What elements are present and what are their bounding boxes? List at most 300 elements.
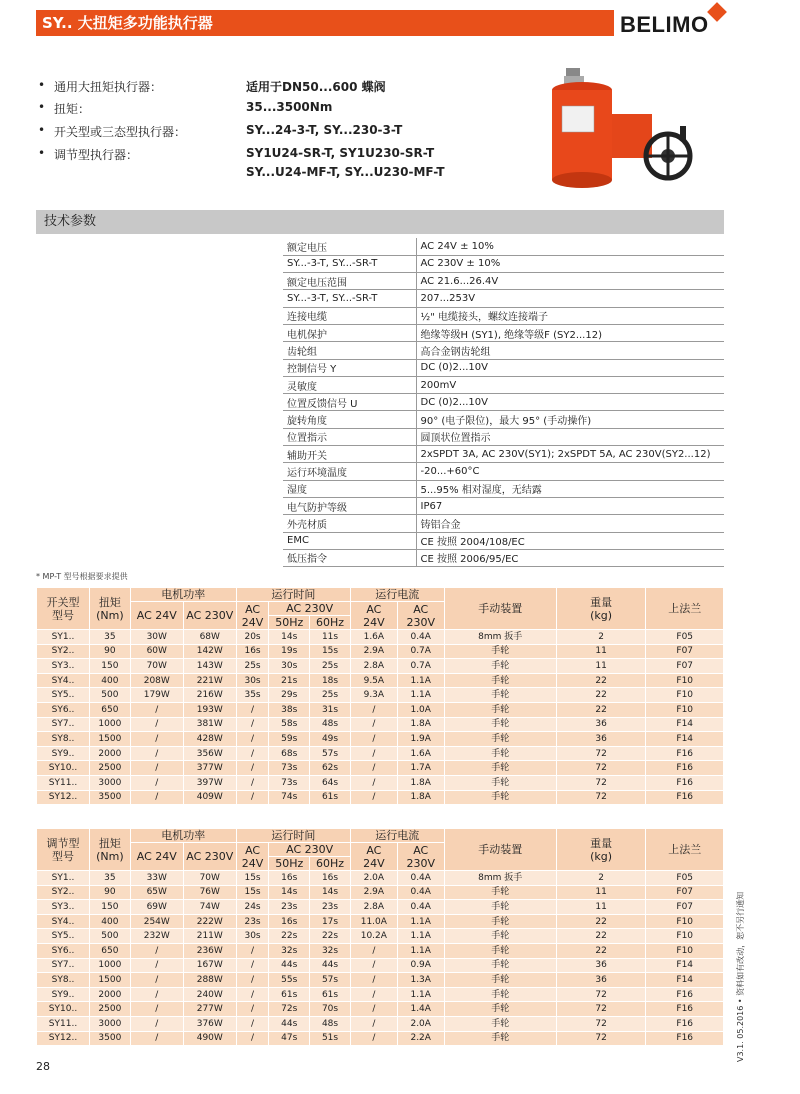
table-cell: 150: [90, 900, 131, 915]
table-cell: 1.1A: [397, 929, 444, 944]
v24-label: 24V: [363, 856, 385, 870]
table-cell: /: [130, 761, 183, 776]
table-cell: 0.4A: [397, 900, 444, 915]
table-cell: 277W: [183, 1002, 236, 1017]
table-cell: 61s: [310, 987, 351, 1002]
table-cell: 19s: [269, 644, 310, 659]
feature-value: 35...3500Nm: [246, 100, 333, 114]
table-cell: 手轮: [444, 914, 556, 929]
table-cell: 2.9A: [350, 885, 397, 900]
ac-label: AC: [366, 602, 382, 616]
table-cell: 58s: [269, 717, 310, 732]
table-cell: 61s: [310, 790, 351, 805]
table-cell: SY1..: [37, 871, 90, 886]
table-cell: F14: [646, 958, 724, 973]
table-cell: 44s: [310, 958, 351, 973]
table-cell: 0.7A: [397, 644, 444, 659]
table-cell: 8mm 扳手: [444, 871, 556, 886]
table-cell: 1.6A: [350, 630, 397, 645]
spec-key: 灵敏度: [283, 376, 416, 393]
table-cell: 22: [556, 673, 646, 688]
table-cell: 57s: [310, 973, 351, 988]
table-cell: F16: [646, 987, 724, 1002]
table-cell: 手轮: [444, 900, 556, 915]
on-off-model-table: [36, 587, 724, 805]
power-ac24-header: AC 24V: [130, 843, 183, 871]
run-current-header: 运行电流: [350, 588, 444, 602]
spec-key: 低压指令: [283, 549, 416, 566]
table-cell: /: [236, 702, 269, 717]
spec-value: 绝缘等级H (SY1), 绝缘等级F (SY2...12): [416, 324, 724, 341]
table-cell: /: [130, 958, 183, 973]
table-cell: SY5..: [37, 688, 90, 703]
table-cell: /: [130, 943, 183, 958]
table-cell: 0.9A: [397, 958, 444, 973]
table-cell: 650: [90, 943, 131, 958]
spec-value: CE 按照 2004/108/EC: [416, 532, 724, 549]
table-cell: 22: [556, 688, 646, 703]
table-row: [37, 958, 724, 973]
manual-header: 手动装置: [444, 588, 556, 630]
table-cell: 381W: [183, 717, 236, 732]
spec-value: AC 24V ± 10%: [416, 238, 724, 255]
section-header: [36, 210, 724, 234]
run-time-header: 运行时间: [236, 588, 350, 602]
table-cell: 409W: [183, 790, 236, 805]
table-cell: 1.9A: [397, 732, 444, 747]
table-cell: 2.9A: [350, 644, 397, 659]
table-row: [37, 717, 724, 732]
table-cell: 16s: [236, 644, 269, 659]
table-cell: SY10..: [37, 761, 90, 776]
table-cell: 428W: [183, 732, 236, 747]
table-cell: 2000: [90, 987, 131, 1002]
time-ac24-header: [236, 843, 269, 871]
spec-key: 运行环境温度: [283, 463, 416, 480]
table-cell: 167W: [183, 958, 236, 973]
section-title: 技术参数: [44, 214, 97, 229]
table-cell: F05: [646, 871, 724, 886]
table-cell: /: [236, 746, 269, 761]
table-cell: 36: [556, 958, 646, 973]
table-cell: /: [350, 702, 397, 717]
spec-value: IP67: [416, 497, 724, 514]
logo-mark-icon: [707, 2, 727, 22]
current-ac24-header: [350, 602, 397, 630]
flange-header: 上法兰: [646, 829, 724, 871]
table-row: [37, 644, 724, 659]
table-cell: /: [350, 943, 397, 958]
table-cell: 手轮: [444, 790, 556, 805]
power-ac230-header: AC 230V: [183, 843, 236, 871]
table-cell: /: [350, 761, 397, 776]
table-cell: SY6..: [37, 702, 90, 717]
footnote: * MP-T 型号根据要求提供: [36, 572, 128, 581]
table-cell: 288W: [183, 973, 236, 988]
table-cell: 11: [556, 644, 646, 659]
table-cell: 手轮: [444, 885, 556, 900]
table-cell: 1500: [90, 973, 131, 988]
table-cell: F16: [646, 1016, 724, 1031]
table-cell: 3000: [90, 775, 131, 790]
table-cell: /: [130, 775, 183, 790]
table-cell: 17s: [310, 914, 351, 929]
table-cell: 手轮: [444, 673, 556, 688]
table-cell: /: [236, 987, 269, 1002]
actuator-product-image: [540, 66, 700, 198]
feature-label: 调节型执行器：: [54, 148, 139, 162]
table-cell: /: [236, 943, 269, 958]
spec-value: 高合金钢齿轮组: [416, 342, 724, 359]
spec-key: SY...-3-T, SY...-SR-T: [283, 290, 416, 307]
table-cell: 356W: [183, 746, 236, 761]
table-cell: 1500: [90, 732, 131, 747]
current-ac230-header: [397, 843, 444, 871]
table-cell: 手轮: [444, 973, 556, 988]
spec-row: [283, 307, 724, 324]
table-cell: 23s: [269, 900, 310, 915]
feature-value: SY1U24-SR-T, SY1U230-SR-T: [246, 146, 435, 160]
table-cell: F07: [646, 659, 724, 674]
table-cell: 2: [556, 871, 646, 886]
table-cell: 232W: [130, 929, 183, 944]
table-cell: 手轮: [444, 761, 556, 776]
table-cell: 35: [90, 630, 131, 645]
table-cell: 手轮: [444, 1016, 556, 1031]
spec-key: 齿轮组: [283, 342, 416, 359]
spec-value: 200mV: [416, 376, 724, 393]
table-cell: /: [350, 790, 397, 805]
table-cell: 1.1A: [397, 943, 444, 958]
table-cell: 2000: [90, 746, 131, 761]
table-cell: F10: [646, 943, 724, 958]
table-cell: /: [236, 775, 269, 790]
table-cell: /: [236, 1002, 269, 1017]
table-cell: 377W: [183, 761, 236, 776]
table-cell: F16: [646, 761, 724, 776]
spec-value: -20...+60°C: [416, 463, 724, 480]
hz50-header: 50Hz: [269, 857, 310, 871]
table-cell: /: [350, 775, 397, 790]
table-cell: /: [130, 987, 183, 1002]
table-cell: 36: [556, 973, 646, 988]
table-cell: 72: [556, 790, 646, 805]
table-cell: 1.3A: [397, 973, 444, 988]
spec-key: 电气防护等级: [283, 497, 416, 514]
table-cell: 手轮: [444, 929, 556, 944]
table-cell: /: [236, 761, 269, 776]
table-cell: SY4..: [37, 914, 90, 929]
spec-key: EMC: [283, 532, 416, 549]
table-cell: 143W: [183, 659, 236, 674]
table-cell: 手轮: [444, 702, 556, 717]
table-cell: 手轮: [444, 943, 556, 958]
table-cell: /: [130, 790, 183, 805]
table-cell: 72: [556, 746, 646, 761]
table-cell: 30s: [236, 673, 269, 688]
table-cell: /: [350, 1016, 397, 1031]
v24-label: 24V: [241, 856, 264, 870]
v24-label: 24V: [363, 615, 385, 629]
table-cell: 35s: [236, 688, 269, 703]
spec-row: [283, 255, 724, 272]
spec-key: 额定电压范围: [283, 273, 416, 290]
table-cell: F10: [646, 929, 724, 944]
table-cell: /: [130, 1002, 183, 1017]
table-cell: 55s: [269, 973, 310, 988]
table-cell: 22: [556, 943, 646, 958]
spec-table: [283, 238, 724, 567]
table-cell: 手轮: [444, 644, 556, 659]
modulating-model-table: [36, 828, 724, 1046]
table-cell: 74W: [183, 900, 236, 915]
table-cell: 1.8A: [397, 775, 444, 790]
table-cell: 1.1A: [397, 688, 444, 703]
table-cell: 68W: [183, 630, 236, 645]
table-cell: 手轮: [444, 1031, 556, 1046]
table-cell: 20s: [236, 630, 269, 645]
spec-value: 5...95% 相对湿度，无结露: [416, 480, 724, 497]
hz60-header: 60Hz: [310, 616, 351, 630]
table-cell: 1.7A: [397, 761, 444, 776]
spec-key: 湿度: [283, 480, 416, 497]
run-current-header: 运行电流: [350, 829, 444, 843]
table-row: [37, 973, 724, 988]
table-cell: 72: [556, 775, 646, 790]
table-cell: 33W: [130, 871, 183, 886]
table-cell: F05: [646, 630, 724, 645]
table-cell: 211W: [183, 929, 236, 944]
feature-label: 通用大扭矩执行器：: [54, 80, 163, 94]
table-cell: F10: [646, 673, 724, 688]
table-row: [37, 673, 724, 688]
table-cell: 44s: [269, 958, 310, 973]
table-row: [37, 659, 724, 674]
table-cell: 23s: [310, 900, 351, 915]
table-cell: 14s: [269, 630, 310, 645]
table-cell: 手轮: [444, 1002, 556, 1017]
table-cell: 14s: [269, 885, 310, 900]
table-cell: /: [350, 958, 397, 973]
table-cell: 22: [556, 702, 646, 717]
table-cell: /: [350, 987, 397, 1002]
table-cell: 32s: [269, 943, 310, 958]
table-row: [37, 914, 724, 929]
table-row: [37, 1002, 724, 1017]
spec-row: [283, 497, 724, 514]
spec-key: 外壳材质: [283, 515, 416, 532]
time-ac24-header: [236, 602, 269, 630]
table-cell: SY2..: [37, 644, 90, 659]
table-cell: 73s: [269, 775, 310, 790]
table-cell: 1.8A: [397, 717, 444, 732]
table-cell: SY3..: [37, 659, 90, 674]
brand-logo: [614, 5, 724, 39]
ac-label: AC: [245, 602, 261, 616]
table-cell: 手轮: [444, 717, 556, 732]
table-cell: 25s: [310, 688, 351, 703]
spec-value: ½" 电缆接头，螺纹连接端子: [416, 307, 724, 324]
table-cell: /: [236, 717, 269, 732]
table-cell: 61s: [269, 987, 310, 1002]
spec-row: [283, 238, 724, 255]
table-row: [37, 732, 724, 747]
table-cell: 1.1A: [397, 987, 444, 1002]
table-cell: 30s: [269, 659, 310, 674]
table-cell: /: [236, 732, 269, 747]
v230-label: 230V: [406, 615, 435, 629]
spec-row: [283, 376, 724, 393]
table-cell: 208W: [130, 673, 183, 688]
version-note: V3.1. 05.2016 • 资料如有改动，恕不另行通知: [736, 891, 745, 1062]
table-cell: 142W: [183, 644, 236, 659]
table-cell: 1000: [90, 958, 131, 973]
table-cell: F07: [646, 900, 724, 915]
bullet-icon: •: [38, 78, 46, 92]
table-cell: F16: [646, 790, 724, 805]
spec-key: 辅助开关: [283, 446, 416, 463]
table-cell: /: [236, 958, 269, 973]
table-cell: 90: [90, 885, 131, 900]
spec-key: 额定电压: [283, 238, 416, 255]
table-cell: 1000: [90, 717, 131, 732]
table-cell: 10.2A: [350, 929, 397, 944]
time-ac230-header: AC 230V: [269, 843, 351, 857]
table-cell: 36: [556, 717, 646, 732]
table-cell: 72: [556, 1031, 646, 1046]
table-cell: 72: [556, 1002, 646, 1017]
table-cell: 2.0A: [397, 1016, 444, 1031]
table-cell: SY10..: [37, 1002, 90, 1017]
table-cell: 72: [556, 761, 646, 776]
bullet-icon: •: [38, 123, 46, 137]
spec-key: 位置反馈信号 U: [283, 394, 416, 411]
table-cell: SY4..: [37, 673, 90, 688]
table-row: [37, 1016, 724, 1031]
table-cell: F14: [646, 732, 724, 747]
table-cell: 490W: [183, 1031, 236, 1046]
hz50-header: 50Hz: [269, 616, 310, 630]
torque-header: 扭矩 (Nm): [90, 588, 131, 630]
table-cell: 16s: [269, 914, 310, 929]
table-cell: 0.4A: [397, 871, 444, 886]
table-row: [37, 746, 724, 761]
table-cell: 手轮: [444, 732, 556, 747]
table-cell: 29s: [269, 688, 310, 703]
spec-value: AC 21.6...26.4V: [416, 273, 724, 290]
brand-logo-text: BELIMO: [620, 12, 709, 37]
table-cell: 3000: [90, 1016, 131, 1031]
table-cell: 72: [556, 1016, 646, 1031]
table-cell: 376W: [183, 1016, 236, 1031]
table-cell: 18s: [310, 673, 351, 688]
table-cell: 216W: [183, 688, 236, 703]
table-cell: 1.6A: [397, 746, 444, 761]
table-row: [37, 688, 724, 703]
table-cell: /: [350, 732, 397, 747]
motor-power-header: 电机功率: [130, 588, 236, 602]
table-row: [37, 775, 724, 790]
spec-row: [283, 446, 724, 463]
spec-key: SY...-3-T, SY...-SR-T: [283, 255, 416, 272]
table-cell: 72: [556, 987, 646, 1002]
table-cell: 9.5A: [350, 673, 397, 688]
table-cell: 2500: [90, 1002, 131, 1017]
table-cell: 90: [90, 644, 131, 659]
ac-label: AC: [413, 602, 429, 616]
table-cell: F10: [646, 688, 724, 703]
table-cell: 15s: [236, 871, 269, 886]
spec-row: [283, 480, 724, 497]
table-cell: F16: [646, 1031, 724, 1046]
type-header: 开关型 型号: [37, 588, 90, 630]
table-cell: SY11..: [37, 775, 90, 790]
table-cell: F10: [646, 914, 724, 929]
table-cell: 179W: [130, 688, 183, 703]
table-cell: 400: [90, 914, 131, 929]
table-cell: 44s: [269, 1016, 310, 1031]
table-cell: F14: [646, 973, 724, 988]
table-cell: 9.3A: [350, 688, 397, 703]
ac-label: AC: [413, 843, 429, 857]
table-cell: 236W: [183, 943, 236, 958]
table-cell: F07: [646, 644, 724, 659]
table-cell: 64s: [310, 775, 351, 790]
table-cell: 手轮: [444, 958, 556, 973]
table-cell: /: [130, 732, 183, 747]
table-row: [37, 630, 724, 645]
table-cell: 手轮: [444, 775, 556, 790]
table-cell: 62s: [310, 761, 351, 776]
table-row: [37, 1031, 724, 1046]
flange-header: 上法兰: [646, 588, 724, 630]
power-ac230-header: AC 230V: [183, 602, 236, 630]
table-cell: SY9..: [37, 987, 90, 1002]
table-cell: 2: [556, 630, 646, 645]
table-cell: /: [130, 1031, 183, 1046]
bullet-icon: •: [38, 100, 46, 114]
page-title: SY.. 大扭矩多功能执行器: [42, 14, 213, 32]
table-cell: 14s: [310, 885, 351, 900]
bullet-icon: •: [38, 146, 46, 160]
table-cell: 48s: [310, 717, 351, 732]
table-cell: /: [350, 1002, 397, 1017]
table-cell: 0.4A: [397, 885, 444, 900]
table-cell: 500: [90, 929, 131, 944]
table-cell: 72s: [269, 1002, 310, 1017]
table-cell: /: [236, 1031, 269, 1046]
table-cell: 手轮: [444, 688, 556, 703]
table-cell: 400: [90, 673, 131, 688]
spec-row: [283, 273, 724, 290]
feature-label: 开关型或三态型执行器：: [54, 125, 187, 139]
table-cell: F16: [646, 1002, 724, 1017]
page-number: 28: [36, 1060, 50, 1073]
table-cell: SY7..: [37, 958, 90, 973]
spec-value: CE 按照 2006/95/EC: [416, 549, 724, 566]
table-cell: SY5..: [37, 929, 90, 944]
table-cell: 2.8A: [350, 900, 397, 915]
table-cell: 手轮: [444, 987, 556, 1002]
table-cell: 254W: [130, 914, 183, 929]
current-ac230-header: [397, 602, 444, 630]
table-cell: 650: [90, 702, 131, 717]
table-cell: 60W: [130, 644, 183, 659]
spec-key: 电机保护: [283, 324, 416, 341]
table-cell: 240W: [183, 987, 236, 1002]
table-cell: 35: [90, 871, 131, 886]
table-cell: 30W: [130, 630, 183, 645]
